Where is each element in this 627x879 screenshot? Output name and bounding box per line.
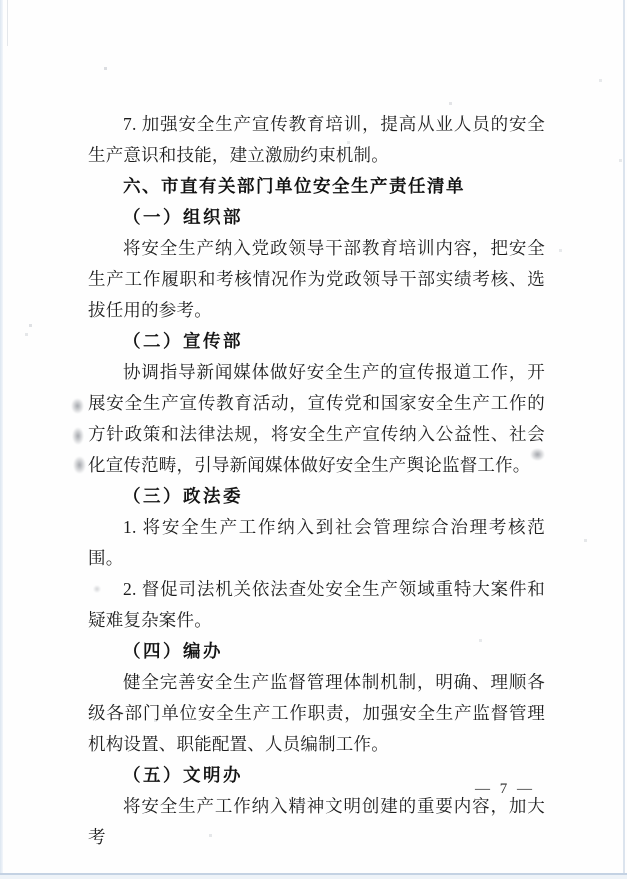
paragraph-7-item: 7. 加强安全生产宣传教育培训，提高从业人员的安全生产意识和技能，建立激励约束机制。 (88, 114, 545, 165)
scan-smudge (72, 427, 84, 445)
paragraph-propaganda-duty: 协调指导新闻媒体做好安全生产的宣传报道工作，开展安全生产宣传教育活动，宣传党和国家安全生产工作的方针政策和法律法规，将安全生产宣传纳入公益性、社会化宣传范畴，引导新闻媒体做好安全生产舆论监督工作。 (88, 362, 545, 475)
scan-edge-left (0, 0, 3, 879)
scan-smudge (93, 585, 101, 593)
scan-edge-right (623, 0, 625, 879)
scan-edge-top-mark (7, 0, 8, 46)
scan-smudge (71, 398, 84, 414)
scan-edge-bottom (0, 873, 627, 875)
section-heading-six: 六、市直有关部门单位安全生产责任清单 (123, 176, 465, 196)
paragraph-civilization-duty: 将安全生产工作纳入精神文明创建的重要内容，加大考 (88, 796, 545, 847)
paragraph-plc-item-1: 1. 将安全生产工作纳入到社会管理综合治理考核范围。 (88, 517, 545, 568)
document-text-block (88, 109, 545, 853)
paragraph-organization-duty: 将安全生产纳入党政领导干部教育培训内容，把安全生产工作履职和考核情况作为党政领导干部实绩考核、选拔任用的参考。 (88, 238, 545, 320)
subheading-politics-law-committee: （三）政法委 (123, 486, 243, 506)
subheading-propaganda-dept: （二）宣传部 (123, 331, 243, 351)
paragraph-staffing-duty: 健全完善安全生产监督管理体制机制，明确、理顺各级各部门单位安全生产工作职责，加强安全生产监督管理机构设置、职能配置、人员编制工作。 (88, 672, 545, 754)
paragraph-plc-item-2: 2. 督促司法机关依法查处安全生产领域重特大案件和疑难复杂案件。 (88, 579, 545, 630)
subheading-staffing-office: （四）编办 (123, 641, 223, 661)
subheading-organization-dept: （一）组织部 (123, 207, 243, 227)
scan-edge-bottom-under (0, 875, 627, 879)
scan-smudge (73, 456, 86, 474)
scan-smudge (530, 448, 545, 461)
page-number: — 7 — (475, 781, 535, 797)
subheading-civilization-office: （五）文明办 (123, 765, 243, 785)
